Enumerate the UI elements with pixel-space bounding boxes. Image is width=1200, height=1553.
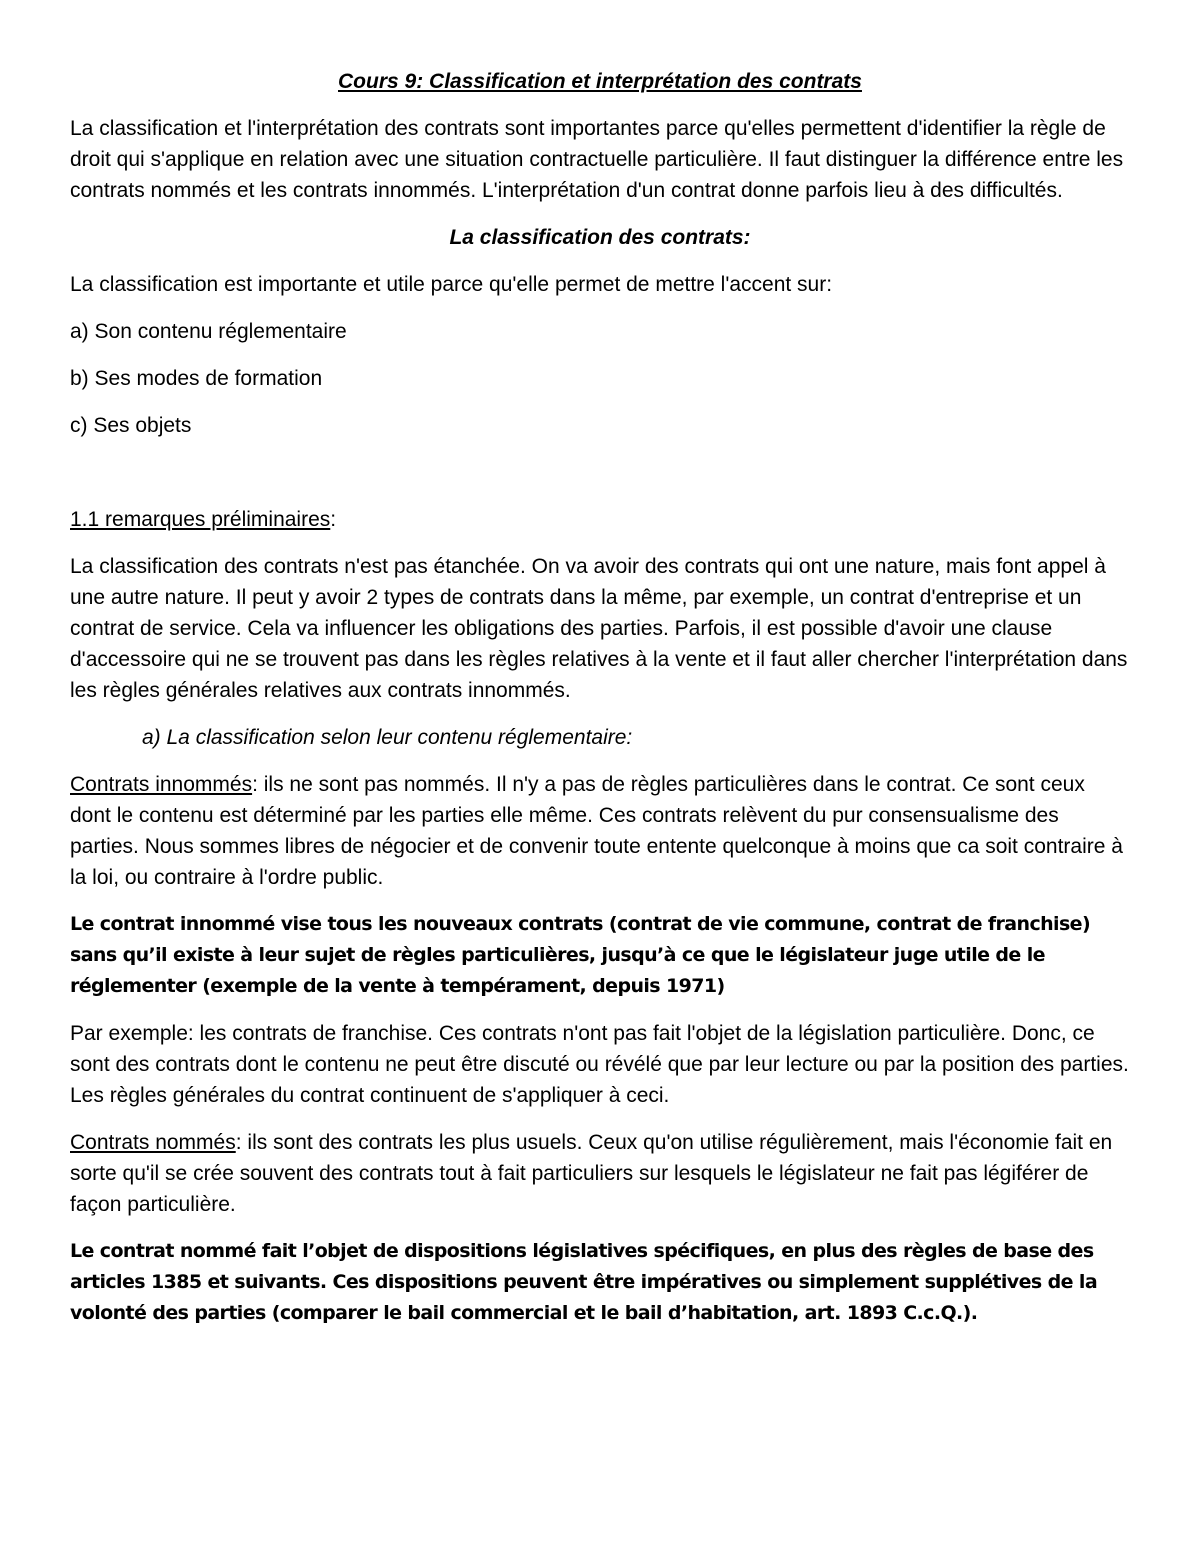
nommes-bold-part: Le contrat nommé fait l’objet de dispositions législatives spécifiques, en plus des règles de base des articles 1385 et suivants. Ces dispositions peuvent être <box>70 1240 1094 1293</box>
subheading-label: 1.1 remarques préliminaires <box>70 508 331 531</box>
spacer <box>70 457 1130 504</box>
nommes-bold-part: ou simplement <box>761 1271 925 1293</box>
nommes-label: Contrats nommés <box>70 1131 236 1154</box>
nommes-text: : ils sont des contrats les plus usuels. Ceux qu'on utilise régulièrement, mais l'économie fait en sorte qu'il se crée souvent des contrats tout à fait particuliers sur lesquels le législateur ne fait pas légiférer de façon particulière. <box>70 1131 1113 1216</box>
nommes-bold-emphasis: impératives <box>640 1271 762 1293</box>
subheading-suffix: : <box>330 508 337 531</box>
section-intro-paragraph: La classification est importante et utile parce qu'elle permet de mettre l'accent sur: <box>70 273 833 296</box>
list-item: b) Ses modes de formation <box>70 367 323 390</box>
example-paragraph: Par exemple: les contrats de franchise. Ces contrats n'ont pas fait l'objet de la législation particulière. Donc, ce sont des contrats dont le contenu ne peut être discuté ou révélé que par leur lecture ou par la position des parties. Les règles générales du contrat continuent de s'appliquer à ceci. <box>70 1022 1129 1107</box>
list-item: c) Ses objets <box>70 414 192 437</box>
subsection-heading: a) La classification selon leur contenu réglementaire: <box>142 726 633 749</box>
section-heading: La classification des contrats: <box>449 226 751 249</box>
nommes-paragraph <box>70 1127 1130 1220</box>
intro-paragraph: La classification et l'interprétation des contrats sont importantes parce qu'elles permettent d'identifier la règle de droit qui s'applique en relation avec une situation contractuelle particulière. Il faut distinguer la différence entre les contrats nommés et les contrats innommés. L'interprétation d'un contrat donne parfois lieu à des difficultés. <box>70 117 1124 202</box>
document-title: Cours 9: Classification et interprétation des contrats <box>338 70 862 93</box>
document-page <box>70 66 1130 1345</box>
innommes-bold-paragraph: Le contrat innommé vise tous les nouveaux contrats (contrat de vie commune, contrat de franchise) sans qu’il existe à leur sujet de règles particulières, jusqu’à ce que le législateur juge utile de le réglementer (exemple de la vente à tempérament, depuis 1971) <box>70 913 1091 997</box>
innommes-label: Contrats innommés <box>70 773 253 796</box>
subheading <box>70 504 1130 535</box>
nommes-bold-paragraph <box>70 1236 1130 1329</box>
innommes-text: : ils ne sont pas nommés. Il n'y a pas de règles particulières dans le contrat. Ce sont ceux dont le contenu est déterminé par les parties elle même. Ces contrats relèvent du pur consensualisme des parties. Nous sommes libres de négocier et de convenir toute entente quelconque à moins que ca soit contraire à la loi, ou contraire à l'ordre public. <box>70 773 1123 889</box>
nommes-bold-part: des parties (comparer le bail commercial et le bail d’habitation, art. 1893 C.c.Q.). <box>146 1302 978 1324</box>
list-item: a) Son contenu réglementaire <box>70 320 347 343</box>
prelim-paragraph: La classification des contrats n'est pas étanchée. On va avoir des contrats qui ont une nature, mais font appel à une autre nature. Il peut y avoir 2 types de contrats dans la même, par exemple, un contrat d'entreprise et un contrat de service. Cela va influencer les obligations des parties. Parfois, il est possible d'avoir une clause d'accessoire qui ne se trouvent pas dans les règles relatives à la vente et il faut aller chercher l'interprétation dans les règles générales relatives aux contrats innommés. <box>70 555 1128 702</box>
nommes-bold-emphasis: supplétives de la volonté <box>70 1271 1098 1324</box>
innommes-paragraph <box>70 769 1130 893</box>
